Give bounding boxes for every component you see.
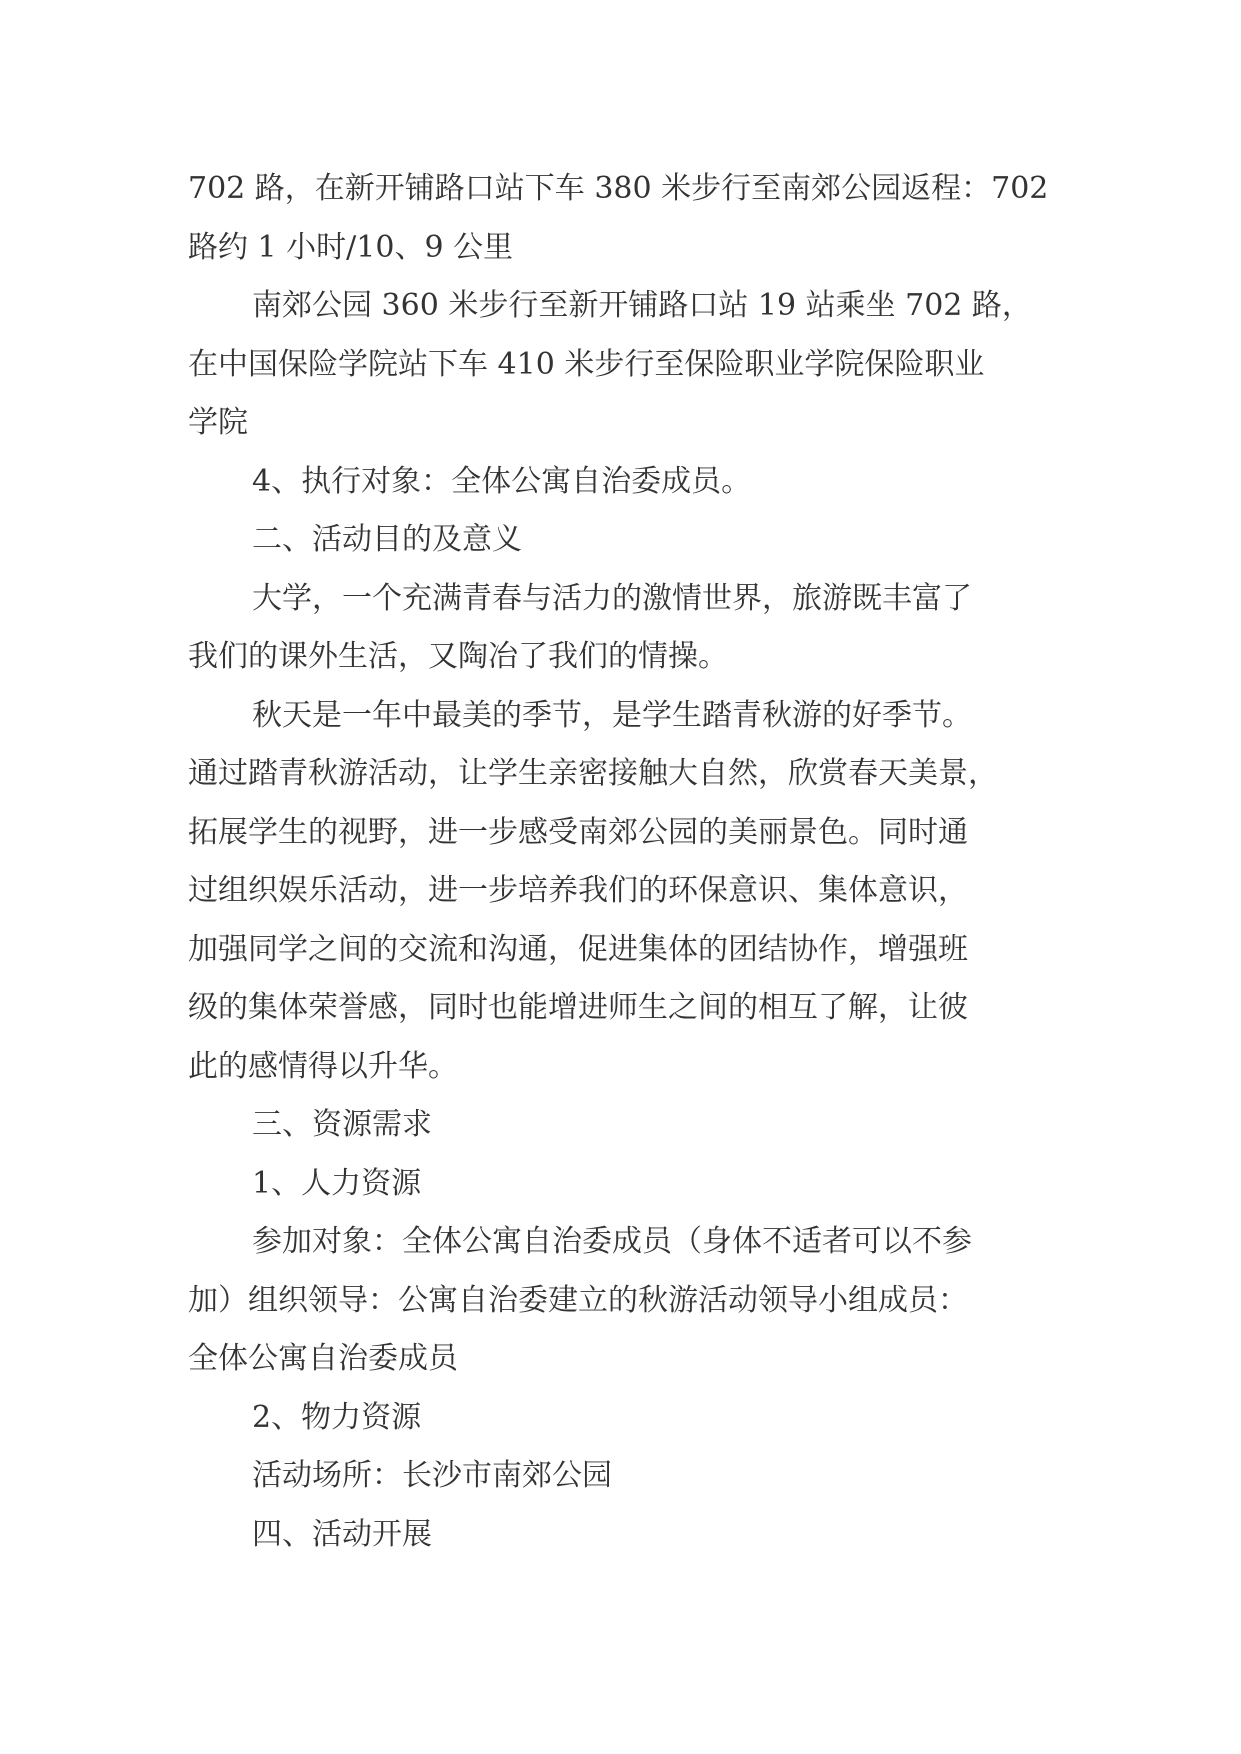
text-line: 拓展学生的视野，进一步感受南郊公园的美丽景色。同时通 bbox=[188, 814, 968, 850]
subheading-human-resources bbox=[188, 1155, 1068, 1214]
section-heading-purpose bbox=[188, 511, 1068, 570]
text-line: 活动场所：长沙市南郊公园 bbox=[252, 1458, 612, 1493]
subheading: 2、物力资源 bbox=[252, 1399, 422, 1435]
text-line: 秋天是一年中最美的季节，是学生踏青秋游的好季节。 bbox=[252, 697, 972, 733]
section-heading-activity bbox=[188, 1506, 1068, 1565]
text-line: 通过踏青秋游活动，让学生亲密接触大自然，欣赏春天美景， bbox=[188, 756, 998, 791]
paragraph-university bbox=[188, 570, 1068, 687]
section-heading: 四、活动开展 bbox=[252, 1516, 432, 1552]
text-line: 加）组织领导：公寓自治委建立的秋游活动领导小组成员： bbox=[188, 1282, 968, 1318]
paragraph-target-audience bbox=[188, 453, 1068, 512]
paragraph-autumn bbox=[188, 687, 1068, 1097]
text-line: 4、执行对象：全体公寓自治委成员。 bbox=[252, 463, 752, 499]
text-line: 我们的课外生活，又陶冶了我们的情操。 bbox=[188, 639, 728, 674]
text-line: 南郊公园 360 米步行至新开铺路口站 19 站乘坐 702 路， bbox=[252, 288, 1032, 323]
text-line: 此的感情得以升华。 bbox=[188, 1048, 458, 1084]
paragraph-route-return bbox=[188, 160, 1068, 277]
subheading-material-resources bbox=[188, 1389, 1068, 1448]
text-line: 大学，一个充满青春与活力的激情世界，旅游既丰富了 bbox=[252, 580, 972, 616]
document-body bbox=[188, 160, 1068, 1564]
text-line: 路约 1 小时/10、9 公里 bbox=[188, 229, 514, 265]
text-line: 过组织娱乐活动，进一步培养我们的环保意识、集体意识， bbox=[188, 873, 968, 908]
text-line: 加强同学之间的交流和沟通，促进集体的团结协作，增强班 bbox=[188, 931, 968, 967]
subheading: 1、人力资源 bbox=[252, 1165, 422, 1201]
text-line: 全体公寓自治委成员 bbox=[188, 1341, 458, 1376]
section-heading-resources bbox=[188, 1096, 1068, 1155]
text-line: 参加对象：全体公寓自治委成员（身体不适者可以不参 bbox=[252, 1224, 972, 1259]
paragraph-participants bbox=[188, 1213, 1068, 1389]
section-heading: 三、资源需求 bbox=[252, 1107, 432, 1142]
paragraph-route-back bbox=[188, 277, 1068, 453]
text-line: 学院 bbox=[188, 405, 248, 440]
paragraph-venue bbox=[188, 1447, 1068, 1506]
text-line: 在中国保险学院站下车 410 米步行至保险职业学院保险职业 bbox=[188, 346, 985, 382]
text-line: 级的集体荣誉感，同时也能增进师生之间的相互了解，让彼 bbox=[188, 990, 968, 1025]
section-heading: 二、活动目的及意义 bbox=[252, 522, 522, 557]
text-line: 702 路，在新开铺路口站下车 380 米步行至南郊公园返程：702 bbox=[188, 171, 1049, 206]
